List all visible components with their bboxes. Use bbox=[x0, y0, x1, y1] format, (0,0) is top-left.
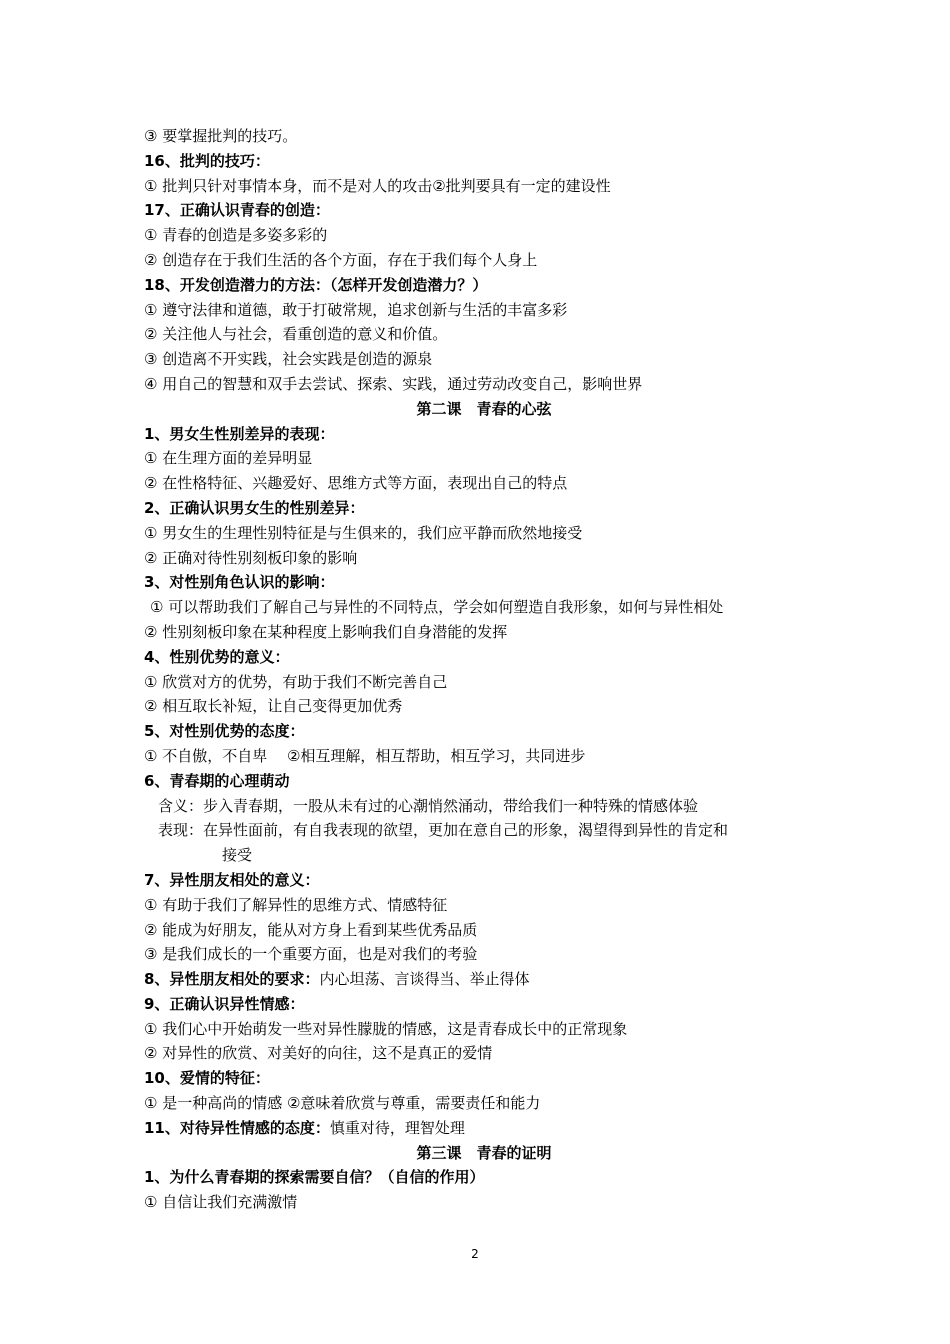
question-heading: 6、青春期的心理萌动 bbox=[144, 771, 290, 790]
section-title: 第三课 青春的证明 bbox=[416, 1143, 552, 1162]
answer-line: ③ 是我们成长的一个重要方面，也是对我们的考验 bbox=[144, 945, 478, 964]
answer-line: ① 有助于我们了解异性的思维方式、情感特征 bbox=[144, 895, 448, 914]
answer-line: ① 可以帮助我们了解自己与异性的不同特点，学会如何塑造自我形象，如何与异性相处 bbox=[150, 598, 724, 617]
answer-line: ② 性别刻板印象在某种程度上影响我们自身潜能的发挥 bbox=[144, 622, 508, 641]
question-heading: 4、性别优势的意义： bbox=[144, 647, 290, 666]
page-number: 2 bbox=[471, 1247, 479, 1261]
answer-line: ② 能成为好朋友，能从对方身上看到某些优秀品质 bbox=[144, 920, 478, 939]
answer-line: ② 对异性的欣赏、对美好的向往，这不是真正的爱情 bbox=[144, 1044, 493, 1063]
answer-line: ② 创造存在于我们生活的各个方面，存在于我们每个人身上 bbox=[144, 250, 538, 269]
question-heading: 3、对性别角色认识的影响： bbox=[144, 573, 335, 592]
answer-line: ② 相互取长补短，让自己变得更加优秀 bbox=[144, 697, 403, 716]
question-heading: 1、男女生性别差异的表现： bbox=[144, 424, 335, 443]
answer-line: 表现：在异性面前，有自我表现的欲望，更加在意自己的形象，渴望得到异性的肯定和 bbox=[158, 821, 729, 840]
answer-line: ① 不自傲，不自卑 ②相互理解，相互帮助，相互学习，共同进步 bbox=[144, 746, 586, 765]
answer-line: ① 男女生的生理性别特征是与生俱来的，我们应平静而欣然地接受 bbox=[144, 523, 583, 542]
question-heading: 2、正确认识男女生的性别差异： bbox=[144, 498, 365, 517]
question-heading: 16、批判的技巧： bbox=[144, 151, 270, 170]
answer-line: ③ 要掌握批判的技巧。 bbox=[144, 127, 298, 145]
answer-line: 接受 bbox=[222, 846, 253, 865]
answer-line: ④ 用自己的智慧和双手去尝试、探索、实践，通过劳动改变自己，影响世界 bbox=[144, 374, 643, 393]
question-heading: 5、对性别优势的态度： bbox=[144, 722, 305, 741]
answer-line: ② 关注他人与社会，看重创造的意义和价值。 bbox=[144, 325, 448, 344]
question-heading: 11、对待异性情感的态度：慎重对待，理智处理 bbox=[144, 1118, 465, 1137]
answer-line: ② 在性格特征、兴趣爱好、思维方式等方面，表现出自己的特点 bbox=[144, 474, 568, 493]
question-heading: 10、爱情的特征： bbox=[144, 1069, 270, 1088]
answer-line: ② 正确对待性别刻板印象的影响 bbox=[144, 548, 358, 567]
answer-line: ③ 创造离不开实践，社会实践是创造的源泉 bbox=[144, 350, 433, 369]
question-heading: 1、为什么青春期的探索需要自信？（自信的作用） bbox=[144, 1168, 485, 1187]
question-heading: 9、正确认识异性情感： bbox=[144, 994, 305, 1013]
answer-line: 含义：步入青春期，一股从未有过的心潮悄然涌动，带给我们一种特殊的情感体验 bbox=[158, 796, 699, 815]
document-body bbox=[144, 124, 824, 1215]
question-heading: 7、异性朋友相处的意义： bbox=[144, 870, 320, 889]
answer-line: ① 批判只针对事情本身，而不是对人的攻击②批判要具有一定的建设性 bbox=[144, 176, 611, 195]
question-heading: 17、正确认识青春的创造： bbox=[144, 201, 330, 220]
answer-line: ① 遵守法律和道德，敢于打破常规，追求创新与生活的丰富多彩 bbox=[144, 300, 568, 319]
answer-line: ① 是一种高尚的情感 ②意味着欣赏与尊重，需要责任和能力 bbox=[144, 1094, 541, 1113]
answer-line: ① 青春的创造是多姿多彩的 bbox=[144, 226, 328, 245]
question-heading: 18、开发创造潜力的方法：（怎样开发创造潜力？） bbox=[144, 275, 488, 294]
question-heading: 8、异性朋友相处的要求：内心坦荡、言谈得当、举止得体 bbox=[144, 970, 530, 989]
answer-line: ① 欣赏对方的优势，有助于我们不断完善自己 bbox=[144, 672, 448, 691]
section-title: 第二课 青春的心弦 bbox=[416, 399, 552, 418]
answer-line: ① 自信让我们充满激情 bbox=[144, 1193, 298, 1212]
answer-line: ① 我们心中开始萌发一些对异性朦胧的情感，这是青春成长中的正常现象 bbox=[144, 1019, 628, 1038]
answer-line: ① 在生理方面的差异明显 bbox=[144, 449, 313, 468]
